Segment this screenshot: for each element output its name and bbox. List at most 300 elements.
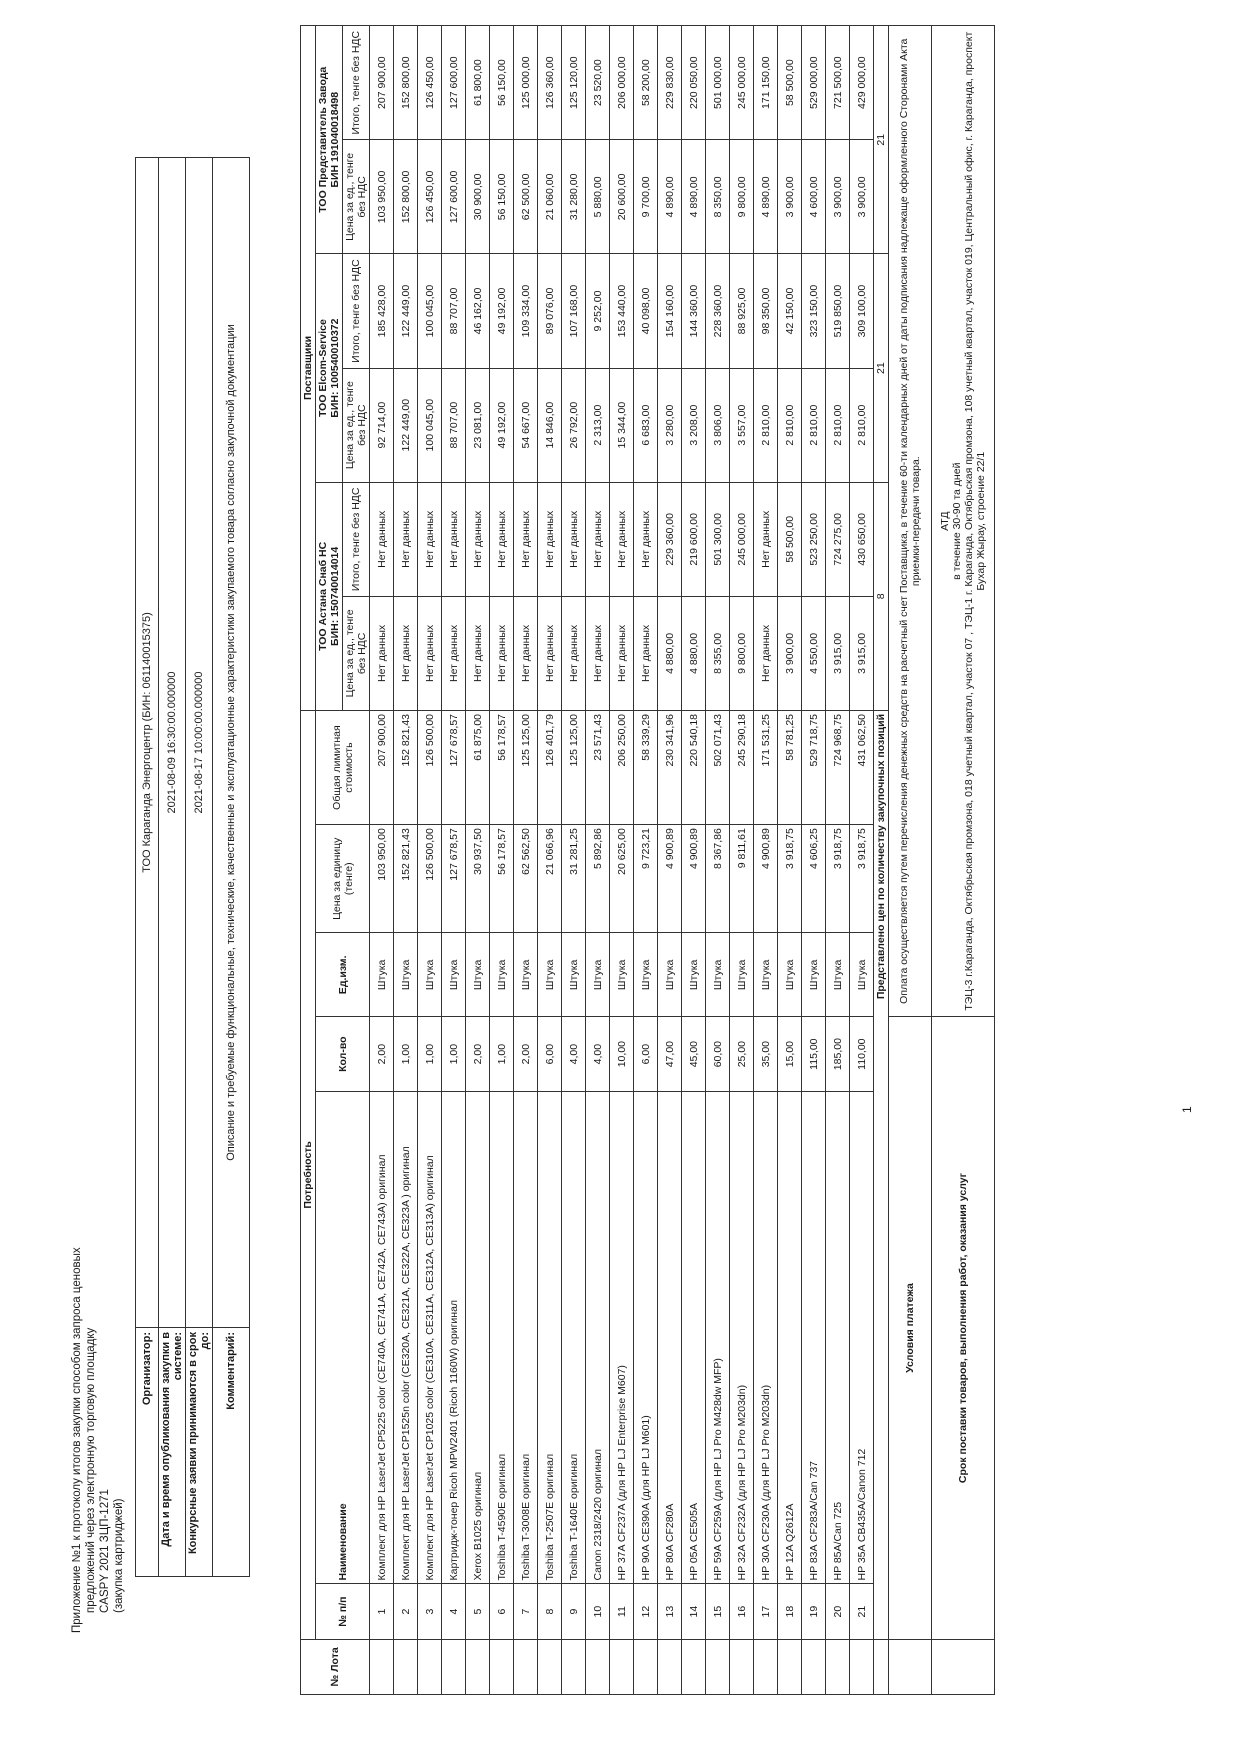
row-number: 13 [658, 1584, 682, 1639]
supplier-2-unit-price: 15 344,00 [610, 368, 634, 482]
payment-value: Оплата осуществляется путем перечисления денежных средств на расчетный счет Поставщика, в течение 60-ти календарных дней от даты подписания надлежаще оформленного Сторонами Акта приемки-передачи товара. [889, 26, 932, 1017]
supplier-3-unit-price-header: Цена за ед., тенге без НДС [343, 140, 370, 254]
item-price: 3 918,75 [850, 825, 874, 933]
item-unit: Штука [682, 933, 706, 1017]
supplier-3-unit-price: 152 800,00 [394, 140, 418, 254]
supplier-1-name: ТОО Астана Снаб НС [317, 541, 329, 651]
row-number: 19 [802, 1584, 826, 1639]
empty-cell [874, 1639, 889, 1694]
item-qty: 6,00 [538, 1017, 562, 1091]
row-number: 16 [730, 1584, 754, 1639]
supplier-1-unit-price: 3 915,00 [850, 596, 874, 710]
item-price: 4 900,89 [754, 825, 778, 933]
item-name: Toshiba T-2507E оригинал [538, 1091, 562, 1584]
delivery-line: АТД [939, 511, 951, 531]
total-header: Общая лимитная стоимость [316, 710, 370, 824]
count-supplier-3: 21 [874, 26, 889, 254]
supplier-3-sum: 125 000,00 [514, 26, 538, 140]
supplier-2-unit-price: 100 045,00 [418, 368, 442, 482]
supplier-1-unit-price: Нет данных [370, 596, 394, 710]
delivery-value [932, 26, 995, 1017]
supplier-2-unit-price: 88 707,00 [442, 368, 466, 482]
name-header: Наименование [316, 1091, 370, 1584]
item-qty: 1,00 [418, 1017, 442, 1091]
item-unit: Штука [490, 933, 514, 1017]
document-header [70, 1033, 126, 1633]
supplier-1-sum: Нет данных [538, 482, 562, 596]
supplier-2-sum: 144 360,00 [682, 254, 706, 368]
item-name: Комплект для HP LaserJet CP5225 color (CE740A, CE741A, CE742A, CE743A) оригинал [370, 1091, 394, 1584]
item-total: 171 531,25 [754, 710, 778, 824]
item-total: 61 875,00 [466, 710, 490, 824]
item-name: HP 32A CF232A (для HP LJ Pro M203dn) [730, 1091, 754, 1584]
supplier-2-sum: 228 360,00 [706, 254, 730, 368]
supplier-2-sum: 519 850,00 [826, 254, 850, 368]
table-row [538, 26, 562, 1695]
count-supplier-1: 8 [874, 482, 889, 710]
supplier-2-unit-price: 2 313,00 [586, 368, 610, 482]
lot-cell [802, 1639, 826, 1694]
item-name: HP 30A CF230A (для HP LJ Pro M203dn) [754, 1091, 778, 1584]
supplier-1-unit-price: Нет данных [610, 596, 634, 710]
supplier-1-unit-price: Нет данных [394, 596, 418, 710]
item-unit: Штука [418, 933, 442, 1017]
table-row [466, 26, 490, 1695]
item-qty: 2,00 [370, 1017, 394, 1091]
supplier-2-sum: 100 045,00 [418, 254, 442, 368]
table-row [370, 26, 394, 1695]
supplier-1-unit-price: Нет данных [538, 596, 562, 710]
supplier-2-unit-price: 122 449,00 [394, 368, 418, 482]
item-total: 58 339,29 [634, 710, 658, 824]
supplier-3-sum: 501 000,00 [706, 26, 730, 140]
item-qty: 2,00 [466, 1017, 490, 1091]
row-number: 18 [778, 1584, 802, 1639]
item-price: 9 723,21 [634, 825, 658, 933]
count-supplier-2: 21 [874, 254, 889, 482]
supplier-1-sum: 229 360,00 [658, 482, 682, 596]
supplier-2-name: ТОО Elcom-Service [317, 319, 329, 417]
num-header: № п/п [316, 1584, 370, 1639]
row-number: 11 [610, 1584, 634, 1639]
qty-header: Кол-во [316, 1017, 370, 1091]
item-total: 125 125,00 [562, 710, 586, 824]
item-name: Canon 2318/2420 оригинал [586, 1091, 610, 1584]
supplier-2-unit-price: 3 208,00 [682, 368, 706, 482]
table-row [802, 26, 826, 1695]
item-unit: Штука [778, 933, 802, 1017]
lot-cell [466, 1639, 490, 1694]
comment-value: Описание и требуемые функциональные, технические, качественные и эксплуатационные характеристики закупаемого товара согласно закупочной документации [213, 158, 250, 1328]
lot-cell [778, 1639, 802, 1694]
lot-cell [850, 1639, 874, 1694]
item-unit: Штука [658, 933, 682, 1017]
item-qty: 60,00 [706, 1017, 730, 1091]
supplier-2-unit-price: 6 683,00 [634, 368, 658, 482]
supplier-3-unit-price: 8 350,00 [706, 140, 730, 254]
item-name: HP 83A CF283A/Can 737 [802, 1091, 826, 1584]
row-number: 5 [466, 1584, 490, 1639]
item-name: HP 05A CE505A [682, 1091, 706, 1584]
supplier-3-sum: 529 000,00 [802, 26, 826, 140]
supplier-1-sum: 430 650,00 [850, 482, 874, 596]
delivery-label: Срок поставки товаров, выполнения работ, оказания услуг [932, 1017, 995, 1639]
supplier-2-unit-price: 3 280,00 [658, 368, 682, 482]
item-name: Toshiba T-3008E оригинал [514, 1091, 538, 1584]
supplier-1-sum: Нет данных [634, 482, 658, 596]
supplier-2-unit-price: 2 810,00 [826, 368, 850, 482]
item-qty: 47,00 [658, 1017, 682, 1091]
supplier-1-unit-price: Нет данных [562, 596, 586, 710]
supplier-3-unit-price: 4 600,00 [802, 140, 826, 254]
item-qty: 110,00 [850, 1017, 874, 1091]
supplier-3-sum: 429 000,00 [850, 26, 874, 140]
item-name: HP 12A Q2612A [778, 1091, 802, 1584]
table-row [778, 26, 802, 1695]
item-total: 127 678,57 [442, 710, 466, 824]
item-qty: 115,00 [802, 1017, 826, 1091]
supplier-1-unit-price: Нет данных [634, 596, 658, 710]
supplier-1-unit-price: 9 800,00 [730, 596, 754, 710]
lot-cell [514, 1639, 538, 1694]
supplier-2-sum: 107 168,00 [562, 254, 586, 368]
supplier-2-sum: 88 707,00 [442, 254, 466, 368]
item-unit: Штука [466, 933, 490, 1017]
lot-cell [562, 1639, 586, 1694]
published-label: Дата и время опубликования закупки в системе: [159, 1328, 186, 1577]
supplier-3-unit-price: 31 280,00 [562, 140, 586, 254]
supplier-3-unit-price: 62 500,00 [514, 140, 538, 254]
item-qty: 25,00 [730, 1017, 754, 1091]
item-total: 126 401,79 [538, 710, 562, 824]
lot-cell [490, 1639, 514, 1694]
supplier-2-sum: 153 440,00 [610, 254, 634, 368]
supplier-1-sum: Нет данных [370, 482, 394, 596]
item-name: Toshiba T-1640E оригинал [562, 1091, 586, 1584]
item-unit: Штука [370, 933, 394, 1017]
item-price: 127 678,57 [442, 825, 466, 933]
published-value: 2021-08-09 16:30:00.000000 [159, 158, 186, 1328]
table-row [826, 26, 850, 1695]
supplier-3-sum: 23 520,00 [586, 26, 610, 140]
lot-cell [370, 1639, 394, 1694]
supplier-3-unit-price: 9 700,00 [634, 140, 658, 254]
supplier-3-sum: 206 000,00 [610, 26, 634, 140]
supplier-2-unit-price: 3 806,00 [706, 368, 730, 482]
item-price: 56 178,57 [490, 825, 514, 933]
supplier-3-sum: 126 450,00 [418, 26, 442, 140]
row-number: 3 [418, 1584, 442, 1639]
row-number: 20 [826, 1584, 850, 1639]
item-price: 30 937,50 [466, 825, 490, 933]
table-row [730, 26, 754, 1695]
table-row [586, 26, 610, 1695]
row-number: 1 [370, 1584, 394, 1639]
supplier-2-sum: 40 098,00 [634, 254, 658, 368]
item-unit: Штука [754, 933, 778, 1017]
supplier-2-sum: 89 076,00 [538, 254, 562, 368]
supplier-1-sum: Нет данных [586, 482, 610, 596]
item-total: 230 341,96 [658, 710, 682, 824]
supplier-1-unit-price: 4 550,00 [802, 596, 826, 710]
item-name: HP 59A CF259A (для HP LJ Pro M428dw MFP) [706, 1091, 730, 1584]
supplier-3-unit-price: 30 900,00 [466, 140, 490, 254]
item-name: HP 80A CF280A [658, 1091, 682, 1584]
item-qty: 4,00 [562, 1017, 586, 1091]
header-line: предложений через электронную торговую площадку [85, 1327, 97, 1613]
supplier-1-bin: БИН: 150740014014 [329, 546, 341, 646]
empty-cell [889, 1639, 932, 1694]
item-unit: Штука [538, 933, 562, 1017]
lot-cell [706, 1639, 730, 1694]
row-number: 12 [634, 1584, 658, 1639]
supplier-1-sum: 724 275,00 [826, 482, 850, 596]
item-name: Xerox B1025 оригинал [466, 1091, 490, 1584]
row-number: 15 [706, 1584, 730, 1639]
supplier-2-unit-price-header: Цена за ед., тенге без НДС [343, 368, 370, 482]
supplier-3-unit-price: 3 900,00 [826, 140, 850, 254]
item-unit: Штука [802, 933, 826, 1017]
item-total: 23 571,43 [586, 710, 610, 824]
supplier-3-sum: 152 800,00 [394, 26, 418, 140]
item-qty: 15,00 [778, 1017, 802, 1091]
item-total: 245 290,18 [730, 710, 754, 824]
supplier-2-unit-price: 23 081,00 [466, 368, 490, 482]
item-unit: Штука [826, 933, 850, 1017]
item-unit: Штука [586, 933, 610, 1017]
supplier-1-unit-price: Нет данных [418, 596, 442, 710]
deadline-label: Конкурсные заявки принимаются в срок до: [186, 1328, 213, 1577]
supplier-3-bin: БИН 191040018498 [329, 91, 341, 188]
item-unit: Штука [562, 933, 586, 1017]
supplier-1-sum: 501 300,00 [706, 482, 730, 596]
item-qty: 45,00 [682, 1017, 706, 1091]
table-row [682, 26, 706, 1695]
item-total: 207 900,00 [370, 710, 394, 824]
item-price: 31 281,25 [562, 825, 586, 933]
supplier-1-sum: 219 600,00 [682, 482, 706, 596]
supplier-2-unit-price: 2 810,00 [778, 368, 802, 482]
supplier-2-header [316, 254, 343, 482]
empty-cell [932, 1639, 995, 1694]
supplier-1-unit-price: Нет данных [442, 596, 466, 710]
supplier-3-unit-price: 56 150,00 [490, 140, 514, 254]
supplier-1-sum: Нет данных [514, 482, 538, 596]
row-number: 7 [514, 1584, 538, 1639]
item-unit: Штука [730, 933, 754, 1017]
supplier-1-sum: Нет данных [562, 482, 586, 596]
table-row [634, 26, 658, 1695]
supplier-1-unit-price-header: Цена за ед., тенге без НДС [343, 596, 370, 710]
item-total: 220 540,18 [682, 710, 706, 824]
supplier-2-sum: 309 100,00 [850, 254, 874, 368]
item-qty: 4,00 [586, 1017, 610, 1091]
supplier-1-unit-price: Нет данных [586, 596, 610, 710]
delivery-line: ТЭЦ-3 г.Караганда, Октябрьская промзона, 018 учетный квартал, участок 07 , ТЭЦ-1 г. Караганда, Октябрьская промзона, 108 учетный квартал, участок 019, Центральный офис, г. Караганда, проспект Бухар Жырау, строение 22/1 [963, 31, 987, 1011]
need-header: Потребность [301, 710, 316, 1639]
supplier-3-sum: 245 000,00 [730, 26, 754, 140]
lot-cell [394, 1639, 418, 1694]
supplier-3-sum: 125 120,00 [562, 26, 586, 140]
item-price: 126 500,00 [418, 825, 442, 933]
supplier-2-unit-price: 2 810,00 [802, 368, 826, 482]
supplier-2-unit-price: 14 846,00 [538, 368, 562, 482]
item-unit: Штука [850, 933, 874, 1017]
supplier-1-unit-price: 3 915,00 [826, 596, 850, 710]
lot-cell [586, 1639, 610, 1694]
supplier-1-header [316, 482, 343, 710]
row-number: 10 [586, 1584, 610, 1639]
procurement-info-table [135, 157, 250, 1577]
row-number: 9 [562, 1584, 586, 1639]
item-total: 152 821,43 [394, 710, 418, 824]
item-price: 4 900,89 [658, 825, 682, 933]
delivery-line: в течение 30-90 та дней [951, 462, 963, 580]
item-unit: Штука [610, 933, 634, 1017]
item-qty: 185,00 [826, 1017, 850, 1091]
table-row [394, 26, 418, 1695]
count-label: Представлено цен по количеству закупочных позиций [874, 710, 889, 1639]
item-price: 5 892,86 [586, 825, 610, 933]
item-name: Toshiba T-4590E оригинал [490, 1091, 514, 1584]
row-number: 6 [490, 1584, 514, 1639]
supplier-3-unit-price: 20 600,00 [610, 140, 634, 254]
table-row [706, 26, 730, 1695]
lot-cell [658, 1639, 682, 1694]
table-row [442, 26, 466, 1695]
lot-cell [682, 1639, 706, 1694]
supplier-3-sum: 58 200,00 [634, 26, 658, 140]
item-price: 3 918,75 [778, 825, 802, 933]
supplier-2-sum: 109 334,00 [514, 254, 538, 368]
item-total: 125 125,00 [514, 710, 538, 824]
item-unit: Штука [442, 933, 466, 1017]
supplier-3-unit-price: 103 950,00 [370, 140, 394, 254]
supplier-2-bin: БИН: 100540010372 [329, 318, 341, 418]
item-name: Комплект для HP LaserJet CP1025 color (CE310A, CE311A, CE312A, CE313A) оригинал [418, 1091, 442, 1584]
lot-cell [418, 1639, 442, 1694]
item-price: 103 950,00 [370, 825, 394, 933]
table-row [514, 26, 538, 1695]
item-unit: Штука [634, 933, 658, 1017]
supplier-1-sum: 245 000,00 [730, 482, 754, 596]
supplier-2-unit-price: 54 667,00 [514, 368, 538, 482]
supplier-2-unit-price: 2 810,00 [754, 368, 778, 482]
supplier-2-unit-price: 92 714,00 [370, 368, 394, 482]
supplier-3-unit-price: 4 890,00 [658, 140, 682, 254]
header-line: CASPY 2021 ЗЦП-1271 [99, 1489, 111, 1613]
supplier-2-sum: 49 192,00 [490, 254, 514, 368]
supplier-3-sum-header: Итого, тенге без НДС [343, 26, 370, 140]
supplier-1-sum: 58 500,00 [778, 482, 802, 596]
item-price: 8 367,86 [706, 825, 730, 933]
item-name: Комплект для HP LaserJet CP1525n color (CE320A, CE321A, CE322A, CE323A ) оригинал [394, 1091, 418, 1584]
supplier-3-sum: 127 600,00 [442, 26, 466, 140]
table-row [610, 26, 634, 1695]
item-unit: Штука [514, 933, 538, 1017]
supplier-1-sum: Нет данных [610, 482, 634, 596]
item-total: 126 500,00 [418, 710, 442, 824]
lot-header: № Лота [301, 1639, 370, 1694]
supplier-2-sum: 46 162,00 [466, 254, 490, 368]
supplier-3-unit-price: 9 800,00 [730, 140, 754, 254]
table-row [490, 26, 514, 1695]
supplier-1-sum: Нет данных [418, 482, 442, 596]
comment-label: Комментарий: [213, 1328, 250, 1577]
organizer-value: ТОО Караганда Энергоцентр (БИН: 061140015375) [136, 158, 159, 1328]
item-price: 152 821,43 [394, 825, 418, 933]
table-body [370, 26, 874, 1695]
supplier-3-sum: 126 360,00 [538, 26, 562, 140]
supplier-3-sum: 229 830,00 [658, 26, 682, 140]
supplier-3-sum: 721 500,00 [826, 26, 850, 140]
item-qty: 10,00 [610, 1017, 634, 1091]
supplier-3-sum: 207 900,00 [370, 26, 394, 140]
supplier-3-unit-price: 4 890,00 [682, 140, 706, 254]
item-price: 62 562,50 [514, 825, 538, 933]
supplier-1-unit-price: Нет данных [514, 596, 538, 710]
lot-cell [826, 1639, 850, 1694]
row-number: 2 [394, 1584, 418, 1639]
supplier-3-sum: 61 800,00 [466, 26, 490, 140]
table-row [562, 26, 586, 1695]
header-line: Приложение №1 к протоколу итогов закупки способом запроса ценовых [71, 1247, 83, 1633]
table-row [850, 26, 874, 1695]
supplier-2-sum: 185 428,00 [370, 254, 394, 368]
supplier-3-unit-price: 126 450,00 [418, 140, 442, 254]
deadline-value: 2021-08-17 10:00:00.000000 [186, 158, 213, 1328]
supplier-2-unit-price: 2 810,00 [850, 368, 874, 482]
supplier-1-sum: Нет данных [466, 482, 490, 596]
row-number: 21 [850, 1584, 874, 1639]
organizer-label: Организатор: [136, 1328, 159, 1577]
supplier-2-sum: 88 925,00 [730, 254, 754, 368]
supplier-2-sum-header: Итого, тенге без НДС [343, 254, 370, 368]
supplier-1-sum-header: Итого, тенге без НДС [343, 482, 370, 596]
item-unit: Штука [706, 933, 730, 1017]
price-header: Цена за единицу (тенге) [316, 825, 370, 933]
supplier-1-unit-price: Нет данных [754, 596, 778, 710]
supplier-1-unit-price: 3 900,00 [778, 596, 802, 710]
supplier-3-unit-price: 3 900,00 [850, 140, 874, 254]
item-price: 21 066,96 [538, 825, 562, 933]
supplier-1-sum: Нет данных [442, 482, 466, 596]
supplier-1-sum: Нет данных [490, 482, 514, 596]
supplier-2-sum: 98 350,00 [754, 254, 778, 368]
item-price: 20 625,00 [610, 825, 634, 933]
row-number: 4 [442, 1584, 466, 1639]
table-row [754, 26, 778, 1695]
margin-mark: 1 [1180, 1106, 1194, 1113]
supplier-1-unit-price: 4 880,00 [658, 596, 682, 710]
item-total: 56 178,57 [490, 710, 514, 824]
supplier-1-unit-price: Нет данных [490, 596, 514, 710]
supplier-2-unit-price: 26 792,00 [562, 368, 586, 482]
item-total: 58 781,25 [778, 710, 802, 824]
item-qty: 6,00 [634, 1017, 658, 1091]
item-total: 206 250,00 [610, 710, 634, 824]
table-row [658, 26, 682, 1695]
supplier-3-unit-price: 5 880,00 [586, 140, 610, 254]
row-number: 8 [538, 1584, 562, 1639]
item-qty: 1,00 [442, 1017, 466, 1091]
supplier-3-unit-price: 4 890,00 [754, 140, 778, 254]
item-qty: 1,00 [394, 1017, 418, 1091]
suppliers-header: Поставщики [301, 26, 316, 711]
supplier-2-sum: 9 252,00 [586, 254, 610, 368]
supplier-3-name: ТОО Представитель Завода [317, 66, 329, 213]
supplier-1-sum: Нет данных [754, 482, 778, 596]
